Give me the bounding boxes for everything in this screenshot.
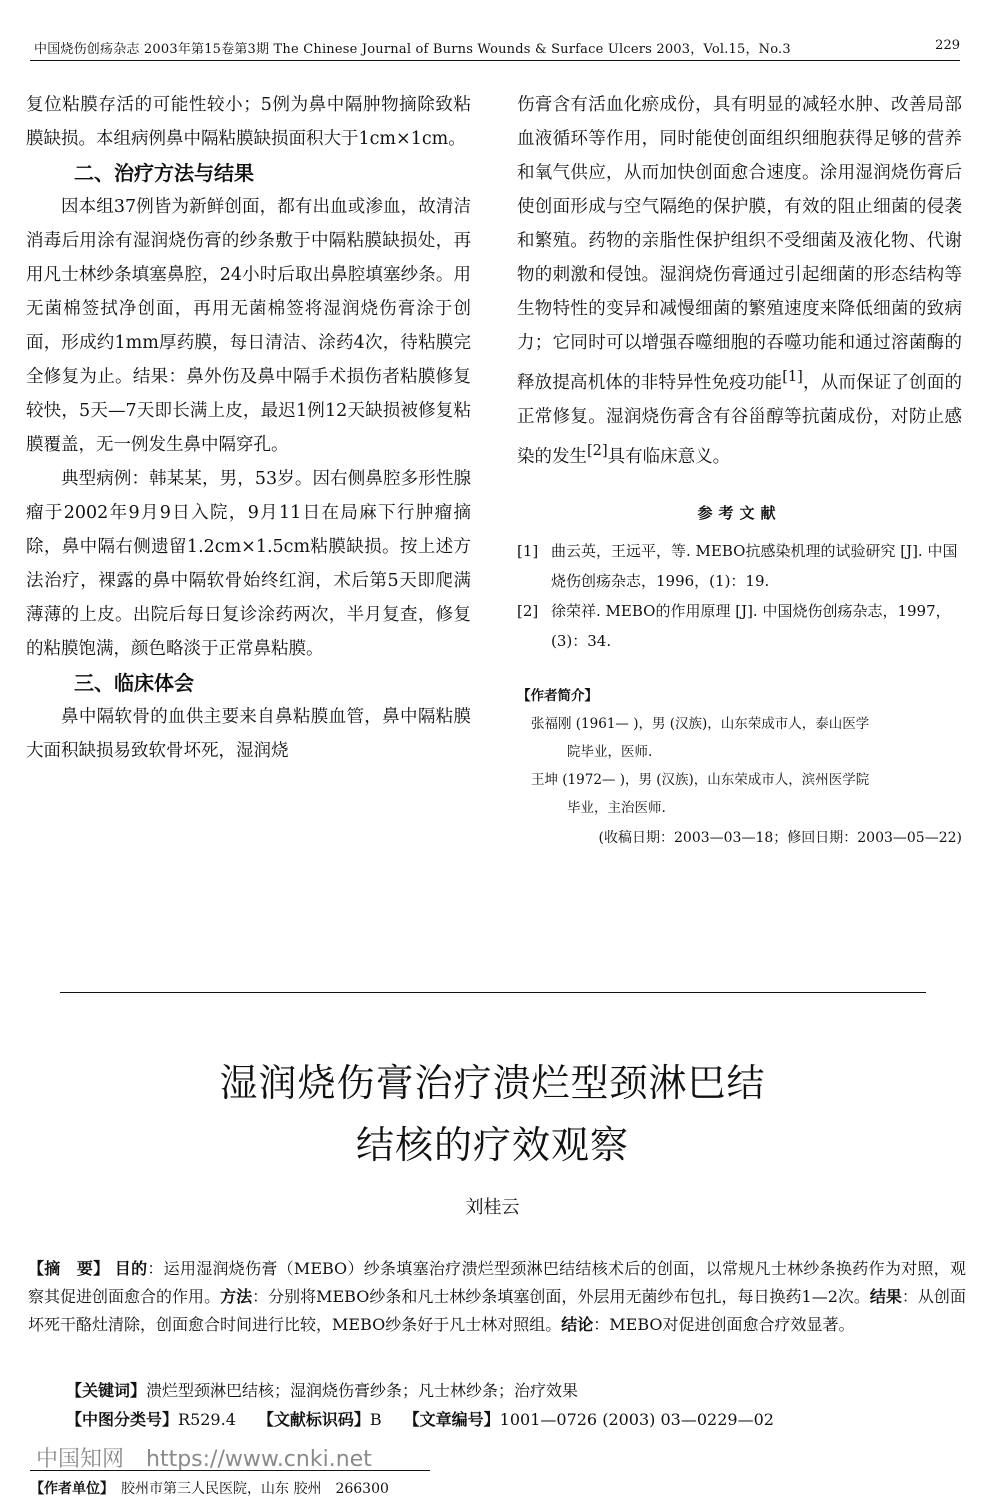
- abstract: [28, 1255, 966, 1339]
- abstract-text: ：运用湿润烧伤膏（MEBO）纱条填塞治疗溃烂型颈淋巴结结核术后的创面，以常规凡士林纱条换药作为对照，观察其促进创面愈合的作用。: [28, 1259, 966, 1306]
- reference-text: 曲云英，王远平，等. MEBO抗感染机理的试验研究 [J]. 中国烧伤创疡杂志，1996，(1)：19.: [551, 541, 958, 590]
- bio-line: 毕业，主治医师.: [567, 799, 666, 816]
- title-line: 湿润烧伤膏治疗溃烂型颈淋巴结: [219, 1061, 766, 1105]
- affiliation-label: 【作者单位】: [30, 1481, 107, 1497]
- right-column: [517, 88, 962, 852]
- abstract-text: ：分别将MEBO纱条和凡士林纱条填塞创面，外层用无菌纱布包扎，每日换药1—2次。: [252, 1287, 870, 1306]
- article-no-label: 【文章编号】: [403, 1410, 500, 1429]
- section-heading: 二、治疗方法与结果: [74, 161, 254, 185]
- reference-item: [517, 596, 962, 656]
- paragraph: 复位粘膜存活的可能性较小；5例为鼻中隔肿物摘除致粘膜缺损。本组病例鼻中隔粘膜缺损面积大于1cm×1cm。: [26, 95, 471, 149]
- abstract-text: ：从创面坏死干酪灶清除，创面愈合时间进行比较，MEBO纱条好于凡士林对照组。: [28, 1287, 966, 1334]
- citation: [2]: [587, 441, 608, 459]
- clc-value: R529.4: [178, 1410, 236, 1429]
- reference-number: [1]: [517, 541, 539, 560]
- reference-item: [517, 536, 962, 596]
- author-bio: [517, 766, 962, 822]
- footnote-rule: [30, 1470, 430, 1471]
- article-no-value: 1001—0726 (2003) 03—0229—02: [499, 1410, 774, 1429]
- doc-code-label: 【文献标识码】: [257, 1410, 370, 1429]
- bio-line: 张福刚 (1961— )，男 (汉族)，山东荣成市人，泰山医学: [531, 715, 870, 732]
- doc-code-value: B: [369, 1410, 382, 1429]
- author-bio-title: 【作者简介】: [517, 687, 598, 704]
- conclusion-label: 结论: [561, 1315, 594, 1334]
- bio-line: 院毕业，医师.: [567, 743, 653, 760]
- reference-text: 徐荣祥. MEBO的作用原理 [J]. 中国烧伤创疡杂志，1997，(3)：34.: [551, 601, 951, 650]
- reference-number: [2]: [517, 601, 539, 620]
- paragraph: 鼻中隔软骨的血供主要来自鼻粘膜血管，鼻中隔粘膜大面积缺损易致软骨坏死，湿润烧: [26, 707, 471, 761]
- page-number: 229: [935, 38, 960, 53]
- article-title: [0, 1052, 985, 1176]
- text-run: 具有临床意义。: [607, 446, 731, 467]
- paragraph: 典型病例：韩某某，男，53岁。因右侧鼻腔多形性腺瘤于2002年9月9日入院，9月11日在局麻下行肿瘤摘除，鼻中隔右侧遗留1.2cm×1.5cm粘膜缺损。按上述方法治疗，裸露的鼻中隔软骨始终红润，术后第5天即爬满薄薄的上皮。出院后每日复诊涂药两次，半月复查，修复的粘膜饱满，颜色略淡于正常鼻粘膜。: [26, 469, 471, 659]
- abstract-label: 【摘 要】: [28, 1259, 110, 1278]
- objective-label: 目的: [114, 1259, 148, 1278]
- method-label: 方法: [220, 1287, 253, 1306]
- text-run: 伤膏含有活血化瘀成份，具有明显的减轻水肿、改善局部血液循环等作用，同时能使创面组织细胞获得足够的营养和氧气供应，从而加快创面愈合速度。涂用湿润烧伤膏后使创面形成与空气隔绝的保护膜，有效的阻止细菌的侵袭和繁殖。药物的亲脂性保护组织不受细菌及液化物、代谢物的刺激和侵蚀。湿润烧伤膏通过引起细菌的形态结构等生物特性的变异和减慢细菌的繁殖速度来降低细菌的致病力；它同时可以增强吞噬细胞的吞噬功能和通过溶菌酶的释放提高机体的非特异性免疫功能: [517, 95, 962, 393]
- paragraph: [517, 88, 962, 474]
- author-bio: [517, 710, 962, 766]
- keywords-label: 【关键词】: [66, 1381, 147, 1400]
- citation: [1]: [782, 368, 803, 385]
- classification-line: [66, 1406, 966, 1434]
- clc-label: 【中图分类号】: [66, 1410, 179, 1429]
- paragraph: 因本组37例皆为新鲜创面，都有出血或渗血，故清洁消毒后用涂有湿润烧伤膏的纱条敷于中隔粘膜缺损处，再用凡士林纱条填塞鼻腔，24小时后取出鼻腔填塞纱条。用无菌棉签拭净创面，再用无菌棉签将湿润烧伤膏涂于创面，形成约1mm厚药膜，每日清洁、涂药4次，待粘膜完全修复为止。结果：鼻外伤及鼻中隔手术损伤者粘膜修复较快，5天—7天即长满上皮，最迟1例12天缺损被修复粘膜覆盖，无一例发生鼻中隔穿孔。: [26, 197, 471, 455]
- result-label: 结果: [869, 1287, 902, 1306]
- abstract-text: ：MEBO对促进创面愈合疗效显著。: [593, 1315, 855, 1334]
- cnki-watermark: 中国知网 https://www.cnki.net: [36, 1447, 372, 1472]
- running-header: [30, 36, 960, 61]
- section-divider: [60, 992, 926, 993]
- section-heading: 三、临床体会: [74, 671, 194, 695]
- references-title: 参考文献: [697, 503, 782, 522]
- text-run: ，从而保证了创面的正常修复。湿润烧伤膏含有谷甾醇等抗菌成份，对防止感染的发生: [517, 372, 963, 467]
- affiliation-text: 胶州市第三人民医院，山东 胶州 266300: [121, 1481, 389, 1497]
- title-line: 结核的疗效观察: [355, 1123, 629, 1167]
- author-affiliation: [30, 1478, 389, 1498]
- bio-line: 王坤 (1972— )，男 (汉族)，山东荣成市人，滨州医学院: [531, 771, 870, 788]
- left-column: [26, 88, 471, 768]
- keywords-text: 溃烂型颈淋巴结核；湿润烧伤膏纱条；凡士林纱条；治疗效果: [146, 1381, 579, 1400]
- received-dates: (收稿日期：2003—03—18；修回日期：2003—05—22): [598, 829, 962, 846]
- keywords-line: [66, 1377, 966, 1405]
- journal-header: 中国烧伤创疡杂志 2003年第15卷第3期 The Chinese Journal of Burns Wounds & Surface Ulcers 2003，Vol.15，No.3: [34, 42, 791, 57]
- article-author: 刘桂云: [465, 1197, 520, 1218]
